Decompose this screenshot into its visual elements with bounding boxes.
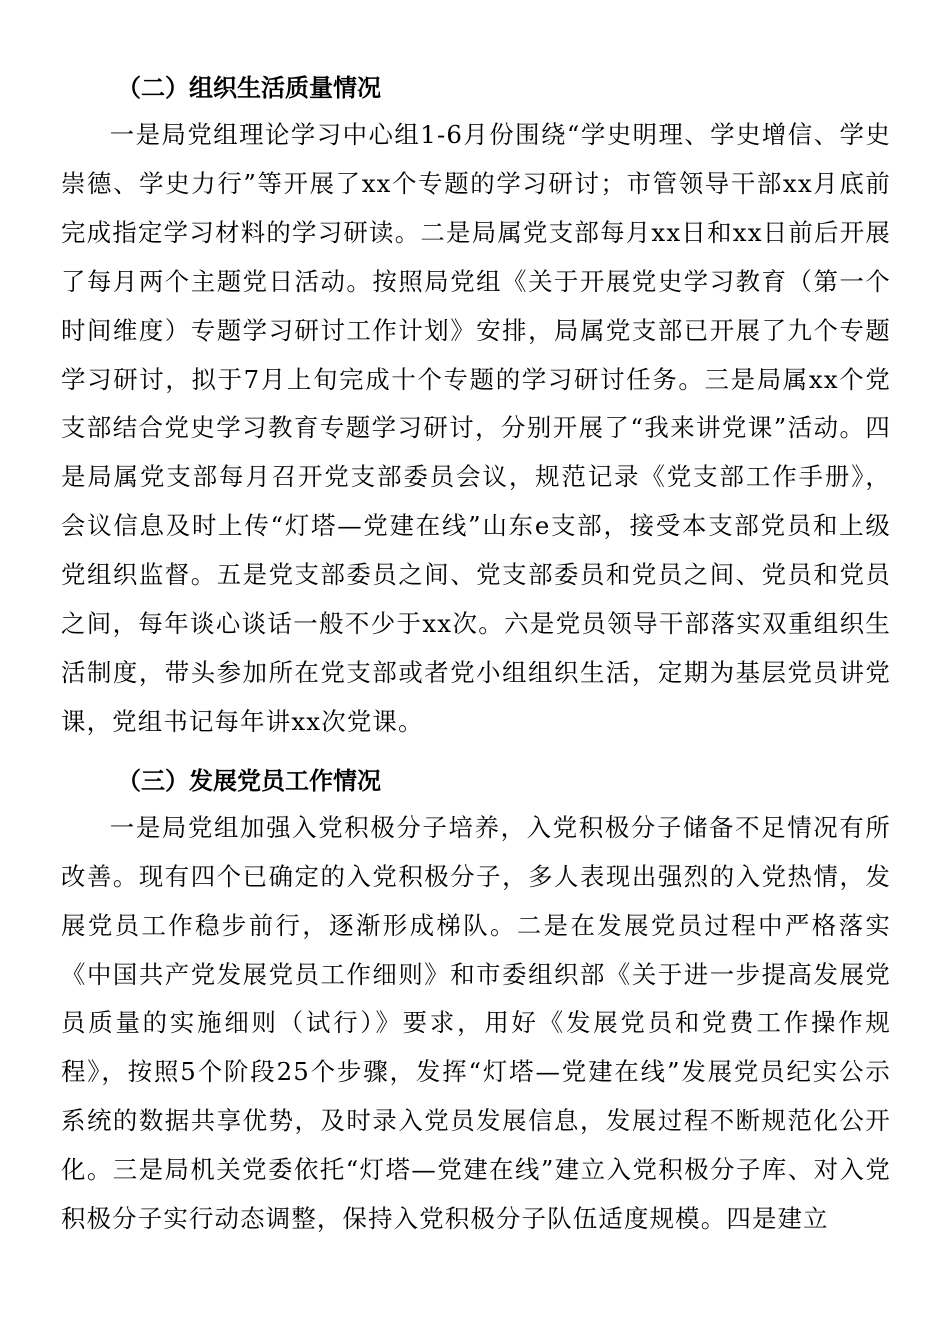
section-heading-party-development: （三）发展党员工作情况 [117, 766, 381, 795]
paragraph-party-development: 一是局党组加强入党积极分子培养，入党积极分子储备不足情况有所改善。现有四个已确定的入党积极分子，多人表现出强烈的入党热情，发展党员工作稳步前行，逐渐形成梯队。二是在发展党员过程中严格落实《中国共产党发展党员工作细则》和市委组织部《关于进一步提高发展党员质量的实施细则（试行）》要求，用好《发展党员和党费工作操作规程》，按照5个阶段25个步骤，发挥“灯塔—党建在线”发展党员纪实公示系统的数据共享优势，及时录入党员发展信息，发展过程不断规范化公开化。三是局机关党委依托“灯塔—党建在线”建立入党积极分子库、对入党积极分子实行动态调整，保持入党积极分子队伍适度规模。四是建立 [61, 812, 891, 1234]
document-body [61, 68, 891, 1244]
paragraph-organization-life: 一是局党组理论学习中心组1-6月份围绕“学史明理、学史增信、学史崇德、学史力行”等开展了xx个专题的学习研讨；市管领导干部xx月底前完成指定学习材料的学习研读。二是局属党支部每月xx日和xx日前后开展了每月两个主题党日活动。按照局党组《关于开展党史学习教育（第一个时间维度）专题学习研讨工作计划》安排，局属党支部已开展了九个专题学习研讨，拟于7月上旬完成十个专题的学习研讨任务。三是局属xx个党支部结合党史学习教育专题学习研讨，分别开展了“我来讲党课”活动。四是局属党支部每月召开党支部委员会议，规范记录《党支部工作手册》，会议信息及时上传“灯塔—党建在线”山东e支部，接受本支部党员和上级党组织监督。五是党支部委员之间、党支部委员和党员之间、党员和党员之间，每年谈心谈话一般不少于xx次。六是党员领导干部落实双重组织生活制度，带头参加所在党支部或者党小组组织生活，定期为基层党员讲党课，党组书记每年讲xx次党课。 [61, 120, 891, 736]
section-heading-organization-life: （二）组织生活质量情况 [117, 74, 381, 102]
